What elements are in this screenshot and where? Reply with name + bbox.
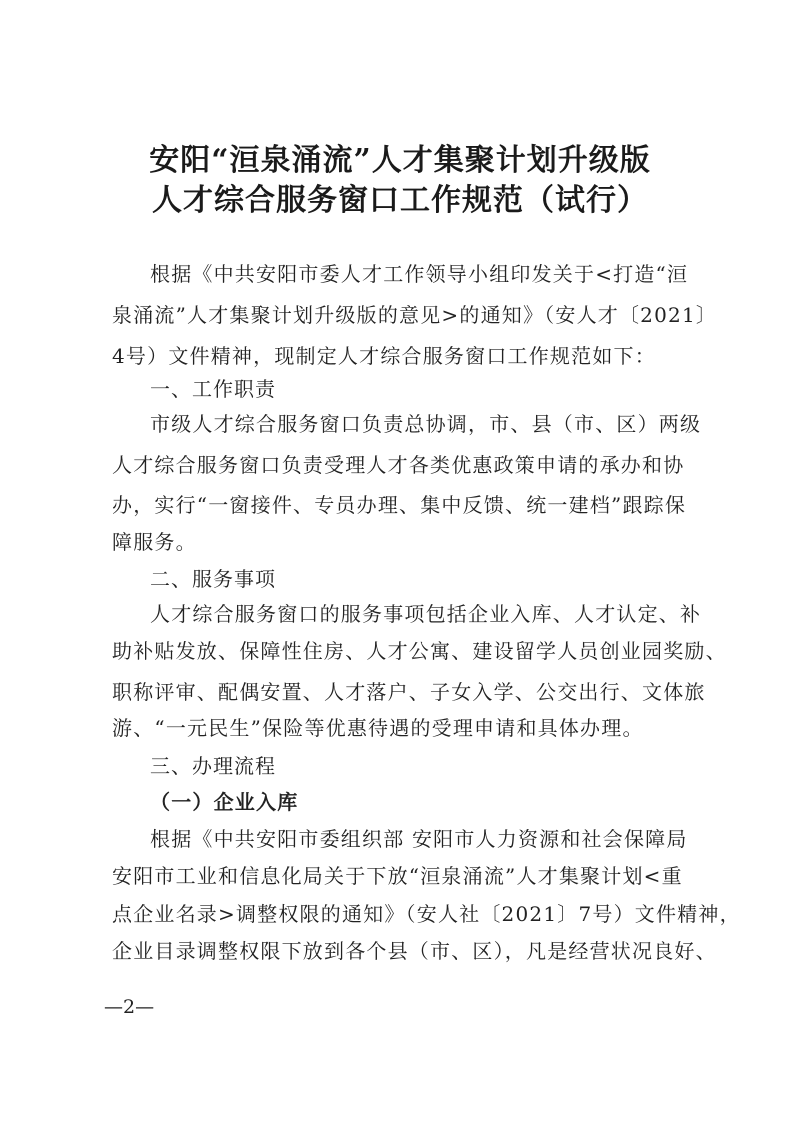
section-heading-duties: 一、工作职责 [150, 377, 276, 401]
intro-line: 根据《中共安阳市委人才工作领导小组印发关于<打造“洹 [150, 262, 689, 286]
paragraph-line: 市级人才综合服务窗口负责总协调，市、县（市、区）两级 [150, 412, 702, 436]
paragraph-line: 点企业名录>调整权限的通知》（安人社〔2021〕7号）文件精神， [112, 902, 741, 926]
paragraph-line: 游、“一元民生”保险等优惠待遇的受理申请和具体办理。 [112, 716, 644, 740]
intro-line: 泉涌流”人才集聚计划升级版的意见>的通知》（安人才〔2021〕 [112, 303, 718, 327]
subsection-heading-enterprise-registration: （一）企业入库 [150, 790, 299, 814]
paragraph-line: 办，实行“一窗接件、专员办理、集中反馈、统一建档”跟踪保 [112, 493, 687, 517]
intro-line: 4号）文件精神，现制定人才综合服务窗口工作规范如下： [112, 344, 656, 368]
document-title-line-1: 安阳“洹泉涌流”人才集聚计划升级版 [149, 143, 651, 178]
paragraph-line: 助补贴发放、保障性住房、人才公寓、建设留学人员创业园奖励、 [112, 639, 727, 663]
paragraph-line: 根据《中共安阳市委组织部 安阳市人力资源和社会保障局 [150, 827, 688, 851]
page-number: —2— [104, 996, 155, 1018]
section-heading-process: 三、办理流程 [150, 754, 276, 778]
document-title-line-2: 人才综合服务窗口工作规范（试行） [152, 183, 648, 218]
paragraph-line: 人才综合服务窗口的服务事项包括企业入库、人才认定、补 [150, 602, 702, 626]
paragraph-line: 障服务。 [112, 530, 197, 554]
paragraph-line: 企业目录调整权限下放到各个县（市、区），凡是经营状况良好、 [112, 939, 717, 963]
paragraph-line: 安阳市工业和信息化局关于下放“洹泉涌流”人才集聚计划<重 [112, 864, 683, 888]
paragraph-line: 人才综合服务窗口负责受理人才各类优惠政策申请的承办和协 [112, 453, 685, 477]
paragraph-line: 职称评审、配偶安置、人才落户、子女入学、公交出行、文体旅 [112, 680, 706, 704]
section-heading-services: 二、服务事项 [150, 567, 276, 591]
